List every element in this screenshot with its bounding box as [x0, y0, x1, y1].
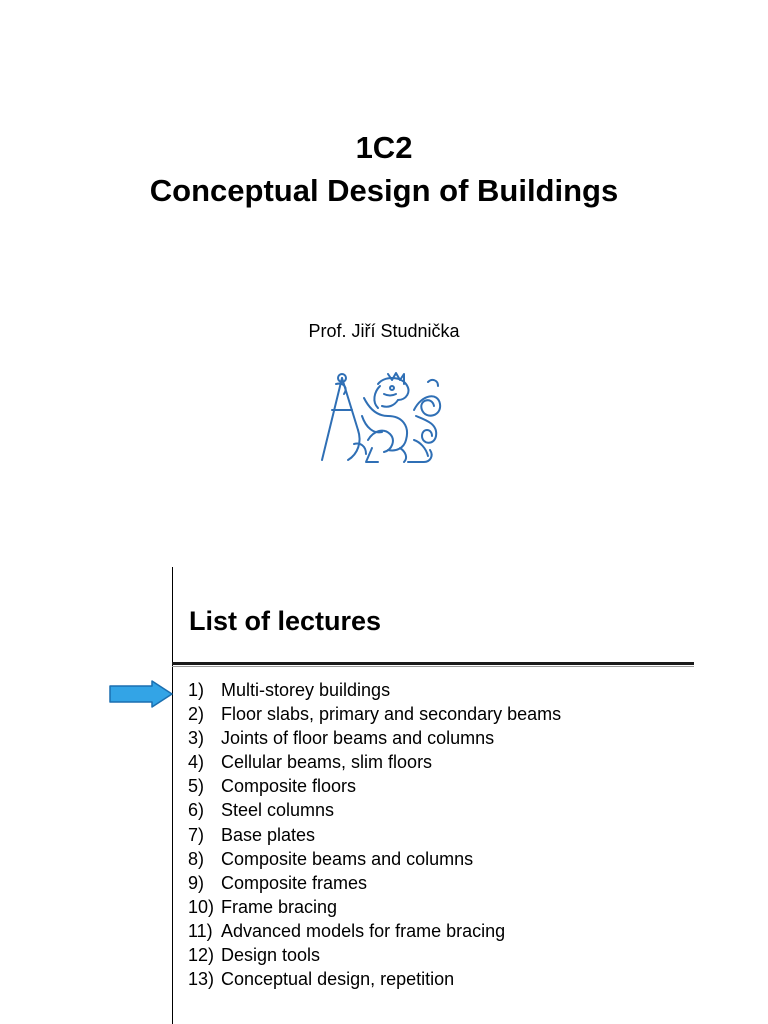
lecture-label: Cellular beams, slim floors	[221, 752, 433, 773]
lecture-label: Floor slabs, primary and secondary beams	[221, 704, 562, 725]
lecture-label: Multi-storey buildings	[221, 680, 391, 700]
lecture-number: 1)	[188, 680, 205, 700]
heading-rule	[172, 662, 694, 665]
lecture-label: Base plates	[221, 824, 316, 845]
lectures-heading: List of lectures	[189, 606, 382, 636]
lecture-number: 7)	[188, 824, 205, 845]
lecture-number: 2)	[188, 704, 205, 725]
lecture-item	[188, 678, 561, 702]
lecture-number: 5)	[188, 776, 205, 797]
lecture-item	[188, 798, 561, 822]
lecture-number: 8)	[188, 848, 205, 869]
lecture-number: 10)	[188, 896, 215, 917]
lecture-item	[188, 919, 561, 943]
lecture-item	[188, 871, 561, 895]
lecture-item	[188, 823, 561, 847]
ctu-lion-logo-icon	[318, 370, 446, 465]
lecture-number: 6)	[188, 800, 205, 821]
course-code: 1C2	[355, 130, 413, 165]
lecture-number: 3)	[188, 728, 205, 749]
page-title	[0, 126, 768, 212]
heading-rule-shadow	[172, 666, 694, 667]
lecture-item	[188, 847, 561, 871]
lecture-list	[188, 678, 561, 991]
lecture-item	[188, 702, 561, 726]
lecture-number: 13)	[188, 969, 215, 990]
lecture-label: Advanced models for frame bracing	[221, 920, 506, 941]
lecture-item	[188, 774, 561, 798]
lecture-number: 11)	[188, 920, 213, 941]
lecture-item	[188, 726, 561, 750]
lecture-label: Joints of floor beams and columns	[221, 728, 495, 749]
vertical-divider	[172, 567, 173, 1024]
lecture-label: Composite floors	[221, 776, 357, 797]
lecture-label: Composite frames	[221, 872, 368, 893]
lecture-label: Steel columns	[221, 800, 335, 821]
lecture-item	[188, 967, 561, 991]
lecture-item	[188, 895, 561, 919]
course-name: Conceptual Design of Buildings	[149, 173, 619, 208]
lecture-label: Conceptual design, repetition	[221, 969, 455, 990]
lecture-label: Design tools	[221, 945, 321, 966]
lecture-item	[188, 943, 561, 967]
lecture-label: Composite beams and columns	[221, 848, 474, 869]
arrow-right-icon	[108, 680, 174, 708]
lecture-number: 4)	[188, 752, 205, 773]
lecture-number: 12)	[188, 945, 215, 966]
lecture-item	[188, 750, 561, 774]
author-name: Prof. Jiří Studnička	[308, 321, 460, 341]
lecture-label: Frame bracing	[221, 896, 338, 917]
lecture-number: 9)	[188, 872, 205, 893]
